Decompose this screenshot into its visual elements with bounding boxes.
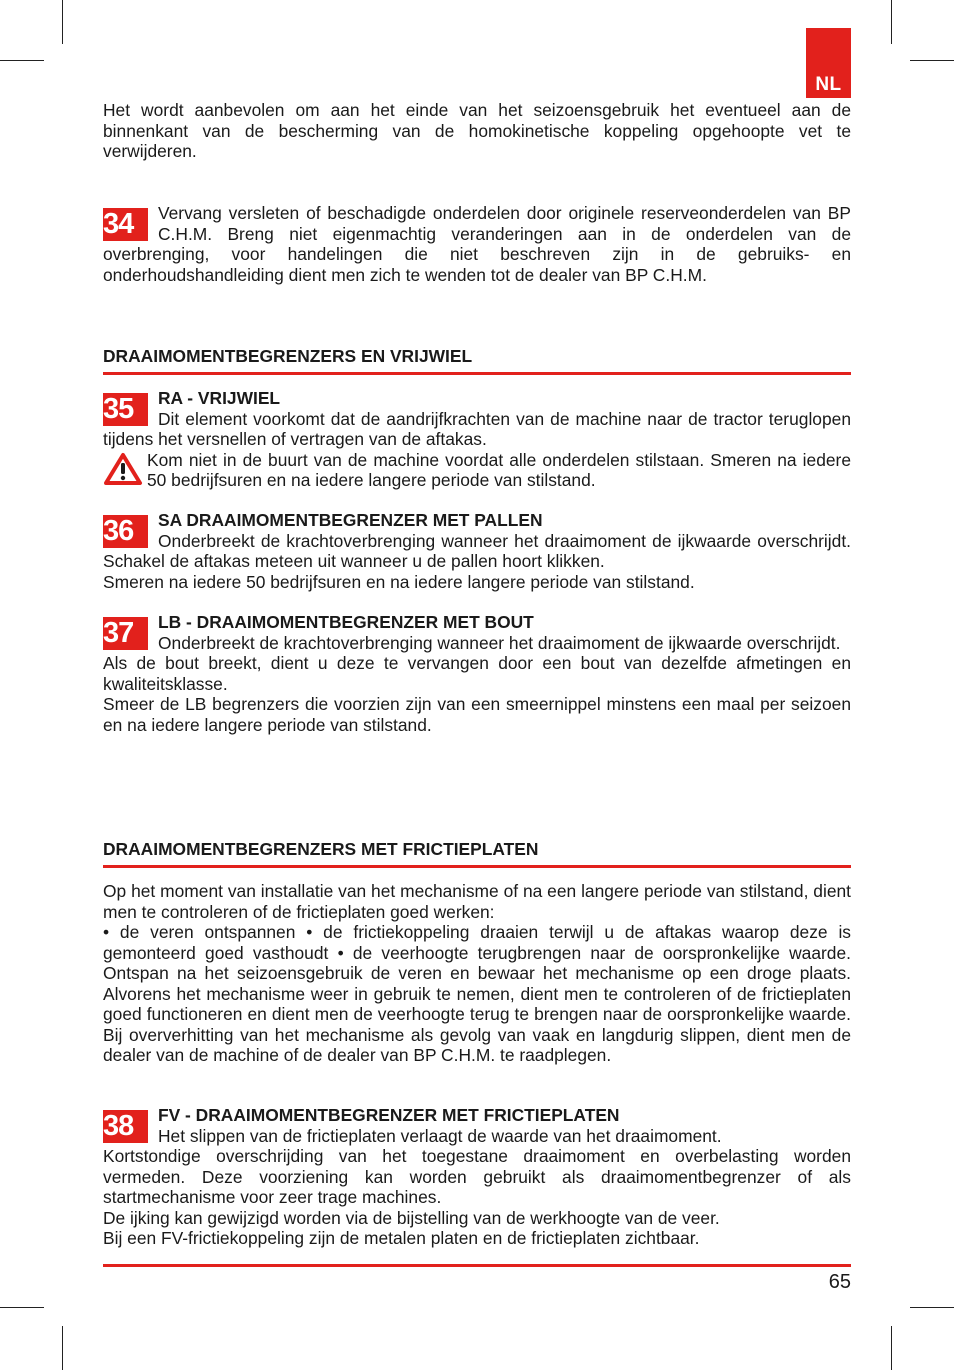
intro-text: Het wordt aanbevolen om aan het einde van het seizoensgebruik het eventueel aan de binnenkant van de bescherming van de homokinetische koppeling opgehoopte vet te verwijderen. — [103, 100, 851, 161]
warning-triangle-icon — [103, 452, 143, 486]
section-text: Als de bout breekt, dient u deze te vervangen door een bout van dezelfde afmetingen en kwaliteitsklasse. — [103, 653, 851, 694]
intro-paragraph — [103, 100, 851, 162]
section-title: FV - DRAAIMOMENTBEGRENZER MET FRICTIEPLATEN — [158, 1105, 620, 1125]
crop-mark — [910, 1307, 954, 1308]
section-number-badge: 35 — [103, 393, 148, 426]
crop-mark — [0, 60, 44, 61]
paragraph-text: Op het moment van installatie van het mechanisme of na een langere periode van stilstand, dient men te controleren of de frictieplaten goed werken: — [103, 881, 851, 922]
section-text: Het slippen van de frictieplaten verlaagt de waarde van het draaimoment. — [158, 1125, 722, 1146]
section-text: Bij een FV-frictiekoppeling zijn de metalen platen en de frictieplaten zichtbaar. — [103, 1228, 700, 1248]
section-number-badge: 36 — [103, 515, 148, 548]
section-text: Dit element voorkomt dat de aandrijfkrachten van de machine naar de tractor teruglopen tijdens het versnellen of vertragen van de aftakas. — [103, 408, 851, 449]
section-text: Kortstondige overschrijding van het toegestane draaimoment en overbelasting worden vermeden. Deze voorziening kan worden gebruikt als draaimomentbegrenzer of als startmechanisme voor zeer trage machines. — [103, 1146, 851, 1207]
section-title: RA - VRIJWIEL — [158, 388, 281, 408]
friction-paragraph — [103, 881, 851, 1066]
section-heading: DRAAIMOMENTBEGRENZERS EN VRIJWIEL — [103, 346, 851, 375]
section-text: Smeer de LB begrenzers die voorzien zijn van een smeernippel minstens een maal per seizoen en na iedere langere periode van stilstand. — [103, 694, 851, 735]
section-34 — [103, 203, 851, 285]
crop-mark — [0, 1307, 44, 1308]
section-number-badge: 34 — [103, 208, 148, 241]
section-title: SA DRAAIMOMENTBEGRENZER MET PALLEN — [158, 510, 543, 530]
section-number-badge: 37 — [103, 617, 148, 650]
section-text: Smeren na iedere 50 bedrijfsuren en na iedere langere periode van stilstand. — [103, 571, 695, 592]
warning-note — [103, 450, 851, 491]
crop-mark — [910, 60, 954, 61]
section-37 — [103, 612, 851, 735]
crop-mark — [891, 0, 892, 44]
crop-mark — [891, 1326, 892, 1370]
section-35 — [103, 388, 851, 491]
section-text: Vervang versleten of beschadigde onderdelen door originele reserveonderdelen van BP C.H.M. Breng niet eigenmachtig veranderingen aan in de onderdelen van de overbrenging, voor handelingen die niet beschreven zijn in de gebruiks- en onderhoudshandleiding dient men zich te wenden tot de dealer van BP C.H.M. — [103, 203, 851, 285]
crop-mark — [62, 1326, 63, 1370]
section-text: De ijking kan gewijzigd worden via de bijstelling van de werkhoogte van de veer. — [103, 1207, 720, 1228]
paragraph-text: • de veren ontspannen • de frictiekoppeling draaien terwijl u de aftakas waarop deze is gemonteerd goed vasthoudt • de veerhoogte terugbrengen naar de oorspronkelijke waarde. Ontspan na het seizoensgebruik de veren en bewaar het mechanisme op een droge plaats. Alvorens het mechanisme weer in gebruik te nemen, dient men te controleren of de frictieplaten goed functioneren en dient men de veerhoogte terug te brengen naar de oorspronkelijke waarde. Bij oververhitting van het mechanisme als gevolg van vaak en langdurig slippen, dient men de dealer van de machine of de dealer van BP C.H.M. te raadplegen. — [103, 922, 851, 1065]
section-36 — [103, 510, 851, 592]
section-text: Onderbreekt de krachtoverbrenging wanneer het draaimoment de ijkwaarde overschrijdt. Schakel de aftakas meteen uit wanneer u de pallen hoort klikken. — [103, 530, 851, 571]
warning-text: Kom niet in de buurt van de machine voordat alle onderdelen stilstaan. Smeren na iedere 50 bedrijfsuren en na iedere langere periode van stilstand. — [147, 449, 851, 490]
page-number: 65 — [828, 1271, 851, 1293]
section-heading: DRAAIMOMENTBEGRENZERS MET FRICTIEPLATEN — [103, 839, 851, 868]
section-38 — [103, 1105, 851, 1249]
crop-mark — [62, 0, 63, 44]
section-number-badge: 38 — [103, 1110, 148, 1143]
section-title: LB - DRAAIMOMENTBEGRENZER MET BOUT — [158, 612, 534, 632]
footer-rule — [103, 1264, 851, 1267]
language-tab: NL — [806, 28, 851, 98]
section-text: Onderbreekt de krachtoverbrenging wanneer het draaimoment de ijkwaarde overschrijdt. — [158, 632, 841, 653]
